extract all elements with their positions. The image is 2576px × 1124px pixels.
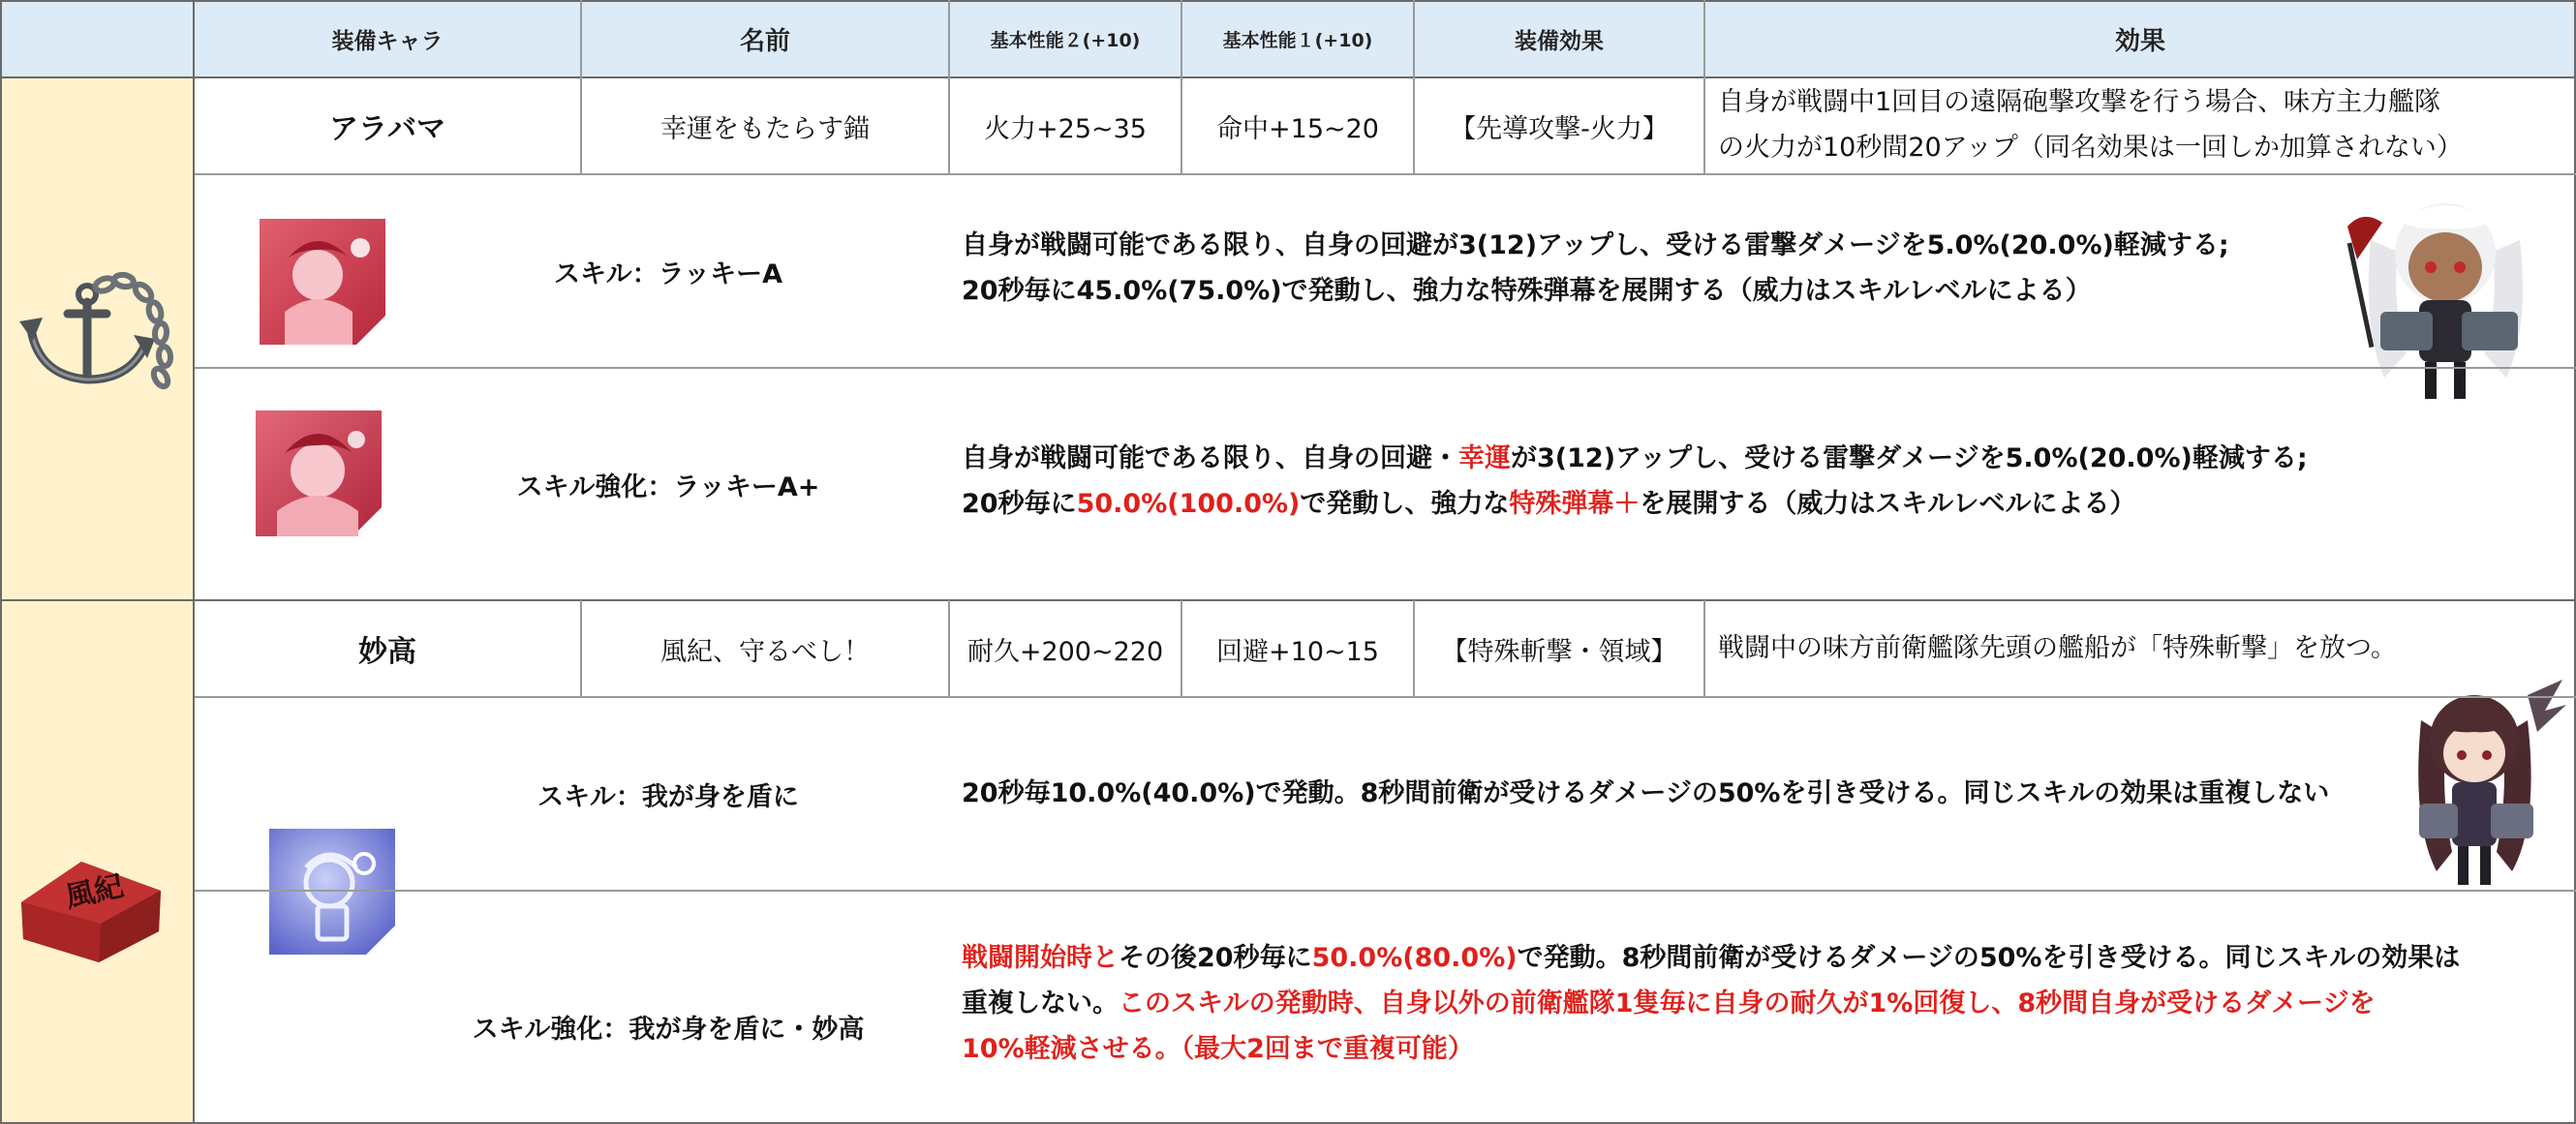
- text-segment: 20秒毎に: [962, 489, 1077, 519]
- grid-line: [194, 696, 2576, 698]
- text-segment: 重複しない。: [962, 988, 1119, 1018]
- grid-line: [1413, 0, 1415, 174]
- text-segment: を展開する（威力はスキルレベルによる）: [1640, 489, 2136, 519]
- grid-line: [948, 600, 950, 697]
- skill-plus-line: 10%軽減させる。（最大2回まで重複可能）: [962, 1034, 1474, 1064]
- stat2-value: 耐久+200~220: [966, 636, 1164, 667]
- grid-line: [194, 367, 2576, 369]
- character-portrait: [2324, 184, 2566, 407]
- grid-line: [948, 0, 950, 174]
- character-name: 妙高: [358, 635, 416, 669]
- equip-effect-value: 【特殊斬撃・領域】: [1441, 636, 1677, 667]
- grid-line: [1181, 600, 1182, 697]
- skill-description: [962, 223, 2317, 314]
- text-segment: が3(12)アップし、受ける雷撃ダメージを5.0%(20.0%)軽減する;: [1511, 443, 2308, 473]
- item-name: 風紀、守るべし！: [660, 636, 870, 667]
- grid-line: [193, 0, 195, 1124]
- highlight-text: 特殊弾幕＋: [1509, 489, 1641, 519]
- header-stat2: 基本性能２(+10): [949, 0, 1181, 77]
- equip-effect-value: 【先導攻撃-火力】: [1450, 113, 1669, 144]
- skill-plus-line: [962, 935, 2569, 981]
- stat1-value: 命中+15~20: [1216, 113, 1379, 144]
- grid-line: [1413, 600, 1415, 697]
- skill-label: スキル：ラッキーA: [553, 258, 783, 289]
- skill-label: スキル：我が身を盾に: [537, 781, 799, 812]
- header-name: 名前: [581, 0, 949, 77]
- header-equip-char: 装備キャラ: [194, 0, 581, 77]
- skill-plus-icon-lucky: [256, 410, 382, 536]
- header-stat1: 基本性能１(+10): [1181, 0, 1414, 77]
- text-segment: で発動。8秒間前衛が受けるダメージの50%を引き受ける。同じスキルの効果は: [1517, 943, 2461, 973]
- character-name: アラバマ: [329, 112, 445, 146]
- skill-plus-label: スキル強化：我が身を盾に・妙高: [472, 1015, 865, 1045]
- grid-line: [1181, 0, 1182, 174]
- skill-line: 20秒毎10.0%(40.0%)で発動。8秒間前衛が受けるダメージの50%を引き受ける。同じスキルの効果は重複しない: [962, 778, 2330, 808]
- character-portrait: [2382, 678, 2566, 891]
- skill-plus-description: [962, 935, 2569, 1072]
- skill-line: 20秒毎に45.0%(75.0%)で発動し、強力な特殊弾幕を展開する（威力はスキルレベルによる）: [962, 276, 2092, 306]
- skill-plus-line: [962, 981, 2569, 1026]
- effect-line: 戦闘中の味方前衛艦隊先頭の艦船が「特殊斬撃」を放つ。: [1718, 633, 2397, 663]
- effect-line: の火力が10秒間20アップ（同名効果は一回しか加算されない）: [1718, 133, 2463, 163]
- text-segment: その後20秒毎に: [1119, 943, 1312, 973]
- stat2-value: 火力+25~35: [984, 113, 1147, 144]
- skill-plus-label: スキル強化：ラッキーA+: [516, 471, 820, 502]
- text-segment: で発動し、強力な: [1300, 489, 1510, 519]
- highlight-text: 戦闘開始時と: [962, 943, 1119, 973]
- grid-line: [1703, 600, 1705, 697]
- grid-line: [0, 599, 2576, 601]
- skill-icon-shield: [269, 829, 395, 955]
- item-name: 幸運をもたらす錨: [660, 113, 870, 144]
- grid-line: [194, 173, 2576, 175]
- header-equip-effect: 装備効果: [1414, 0, 1704, 77]
- skill-description: [962, 697, 2376, 891]
- skill-icon-lucky: [260, 219, 385, 345]
- effect-line: 自身が戦闘中1回目の遠隔砲撃攻撃を行う場合、味方主力艦隊: [1718, 87, 2441, 117]
- grid-line: [0, 0, 2576, 2]
- grid-line: [0, 76, 2576, 78]
- skill-line: 自身が戦闘可能である限り、自身の回避が3(12)アップし、受ける雷撃ダメージを5.0%(20.0%)軽減する;: [962, 230, 2229, 260]
- stat1-value: 回避+10~15: [1216, 636, 1379, 667]
- grid-line: [1703, 0, 1705, 174]
- header-effect: 効果: [1704, 0, 2576, 77]
- grid-line: [580, 600, 582, 697]
- grid-line: [194, 890, 2576, 892]
- anchor-chain-icon: [10, 271, 174, 407]
- skill-plus-line: [962, 436, 2511, 481]
- skill-plus-line: [962, 481, 2511, 527]
- highlight-text: 50.0%(80.0%): [1311, 943, 1518, 973]
- skill-plus-description: [962, 436, 2511, 527]
- grid-line: [0, 0, 2, 1124]
- seal-icon-text: 風紀: [62, 869, 127, 915]
- highlight-text: このスキルの発動時、自身以外の前衛艦隊1隻毎に自身の耐久が1%回復し、8秒間自身が受けるダメージを: [1119, 988, 2376, 1018]
- grid-line: [580, 0, 582, 174]
- header-corner: [0, 0, 194, 77]
- highlight-text: 50.0%(100.0%): [1076, 489, 1301, 519]
- highlight-text: 幸運: [1458, 443, 1511, 473]
- text-segment: 自身が戦闘可能である限り、自身の回避・: [962, 443, 1458, 473]
- effect-description: [1718, 79, 2570, 170]
